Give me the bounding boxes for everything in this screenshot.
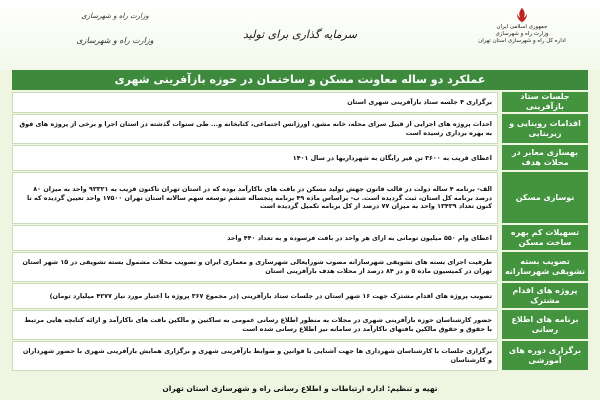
- table-row: [12, 172, 588, 224]
- row-text: تصویب پروژه های اقدام مشترک جهت ۱۶ شهر استان در جلسات ستاد بازآفرینی (در مجموع ۳۶۷ پروژه با اعتبار مورد نیاز ۴۲۷۷ میلیارد تومان): [49, 291, 492, 300]
- row-label: جلسات ستاد بازآفرینی: [502, 92, 588, 113]
- row-content: [12, 341, 498, 371]
- ministry-logo-block: [452, 6, 592, 45]
- row-content: [12, 225, 498, 251]
- row-text: برگزاری جلسات با کارشناسان شهرداری ها جهت آشنایی با قوانین و ضوابط بازآفرینی شهری و برگزاری همایش بازآفرینی شهری با حضور شهرداران و کارشناسان: [22, 347, 492, 364]
- row-label: بهسازی معابر در محلات هدف: [502, 145, 588, 171]
- table-row: [12, 114, 588, 144]
- row-text: اعطای قریب به ۳۶۰۰ تن قیر رایگان به شهرداریها در سال ۱۴۰۱: [292, 153, 492, 162]
- iran-emblem-icon: [513, 6, 531, 24]
- row-label: پروژه های اقدام مشترک: [502, 283, 588, 309]
- row-text: ظرفیت اجرای بسته های تشویقی شهرسازانه مصوب شورایعالی شهرسازی و معماری ایران و تصویب محلات مشمول بسته تشویقی در ۱۵ شهر استان تهران در کمیسیون ماده ۵ و در ۸۴ درصد از محلات هدف بازآفرینی استان: [22, 258, 492, 275]
- row-label: تصویب بسته تشویقی شهرسازانه: [502, 252, 588, 282]
- ministry-calligraphy: [60, 12, 170, 45]
- header: [0, 0, 600, 70]
- calligraphy-line-2: وزارت راه و شهرسازی: [76, 36, 154, 45]
- row-content: [12, 92, 498, 113]
- row-content: [12, 252, 498, 282]
- table-row: [12, 310, 588, 340]
- page-title: عملکرد دو ساله معاونت مسکن و ساختمان در حوزه بازآفرینی شهری: [12, 70, 588, 90]
- row-label: برگزاری دوره های آموزشی: [502, 341, 588, 371]
- footer-credit: تهیه و تنظیم: اداره ارتباطات و اطلاع رسانی راه و شهرسازی استان تهران: [162, 384, 438, 393]
- row-label: نوسازی مسکن: [502, 172, 588, 224]
- table-row: [12, 252, 588, 282]
- slogan: سرمایه گذاری برای تولید: [243, 28, 357, 41]
- table-row: [12, 225, 588, 251]
- row-label: اقدامات روبنایی و زیربنایی: [502, 114, 588, 144]
- row-text: حضور کارشناسان حوزه بازآفرینی شهری در محلات به منظور اطلاع رسانی عمومی به ساکنین و مالکین بافت های ناکارآمد و ارائه کتابچه هایی مرتبط با حقوق و حقوق مالکین بافتهای ناکارآمد در سامانه نیز اطلاع رسانی شده است: [24, 316, 492, 333]
- table-row: [12, 145, 588, 171]
- ministry-line-3: اداره کل راه و شهرسازی استان تهران: [478, 38, 566, 44]
- table-row: [12, 92, 588, 113]
- row-text: برگزاری ۴ جلسه ستاد بازآفرینی شهری استان: [347, 98, 492, 107]
- row-content: [12, 114, 498, 144]
- row-text: اعطای وام ۵۵۰ میلیون تومانی به ازای هر واحد در بافت فرسوده و به تعداد ۴۴۰ واحد: [227, 233, 492, 242]
- row-content: [12, 145, 498, 171]
- row-label: برنامه های اطلاع رسانی: [502, 310, 588, 340]
- table-row: [12, 283, 588, 309]
- ministry-line-2: وزارت راه و شهرسازی: [495, 31, 549, 37]
- table-row: [12, 341, 588, 371]
- row-text: احداث پروژه های اجرایی از قبیل سرای محله، خانه مشق، اورژانس اجتماعی، کتابخانه و... طی سنوات گذشته در استان اجرا و برخی از پروژه های فوق به بهره برداری رسیده است: [19, 120, 492, 137]
- row-content: [12, 283, 498, 309]
- calligraphy-line-1: وزارت راه و شهرسازی: [81, 12, 149, 20]
- row-text: الف- برنامه ۴ ساله دولت در قالب قانون جهش تولید مسکن در بافت های ناکارآمد بوده که در استان تهران تاکنون قریب به ۹۳۳۲۱ واحد به میزان ۸۰ درصد برنامه کل استان، ثبت گردیده است. ب- براساس ماده ۴۹ برنامه پنجساله ششم توسعه سهم سالانه استان تهران ۱۷۵۰۰ واحد تعیین گردیده که تا کنون تعداد ۱۳۴۳۹ واحد به میزان ۷۷ درصد از کل برنامه تکمیل گردیده است: [26, 185, 492, 211]
- row-label: تسهیلات کم بهره ساخت مسکن: [502, 225, 588, 251]
- row-content: [12, 310, 498, 340]
- ministry-line-1: جمهوری اسلامی ایران: [496, 24, 548, 30]
- row-content: [12, 172, 498, 224]
